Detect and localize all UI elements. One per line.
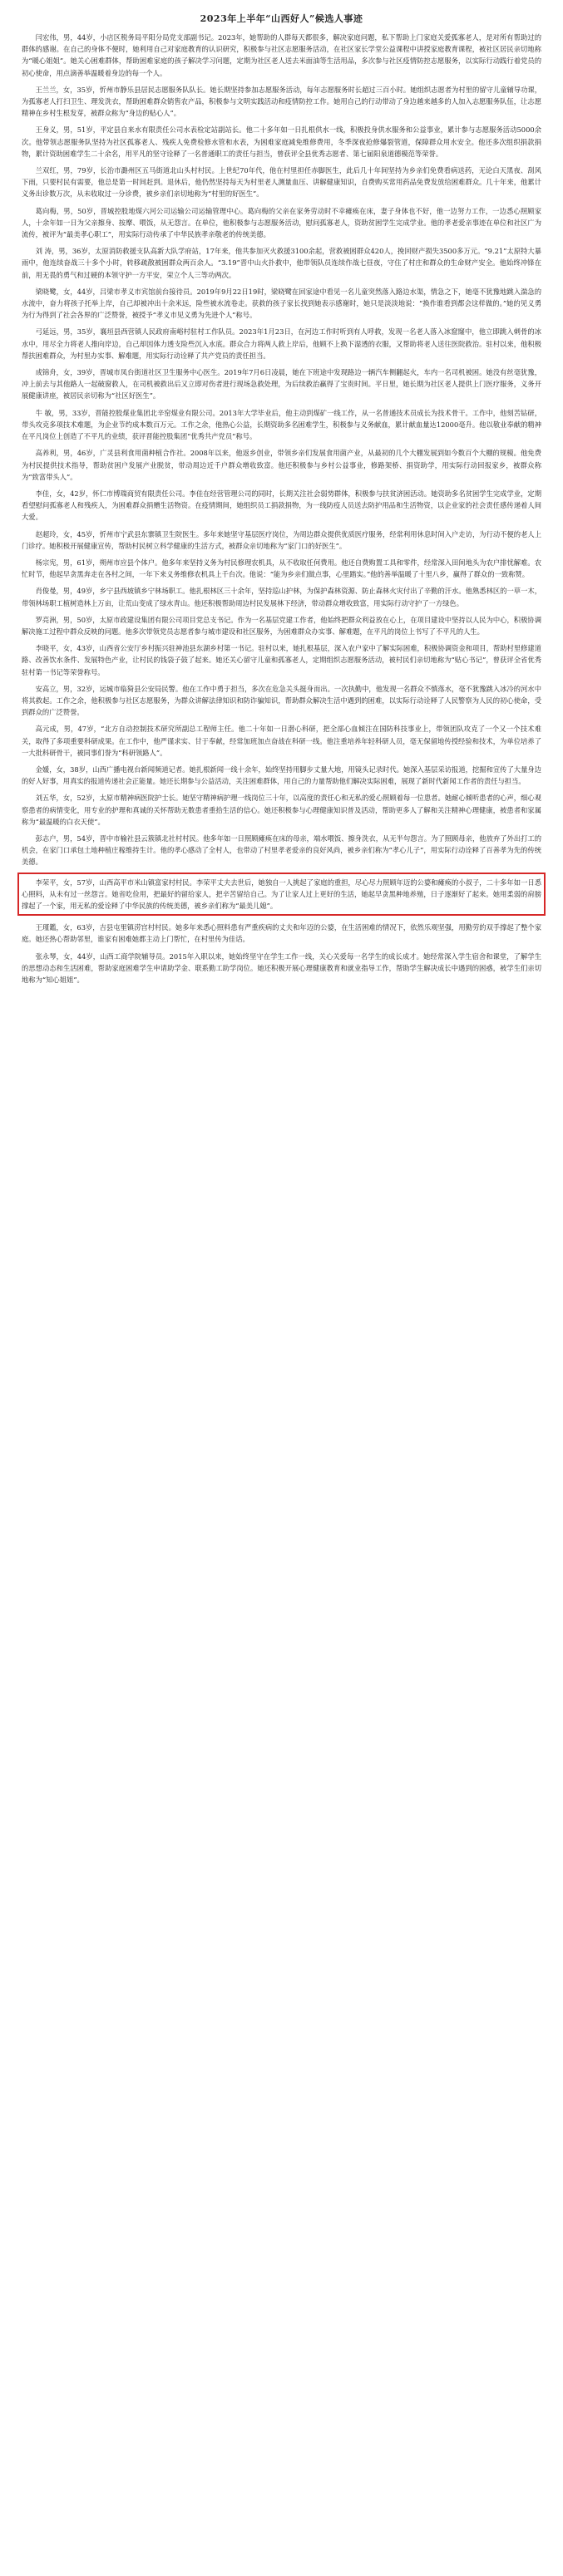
entry-paragraph: 刘 涛，男，36岁，太原消防救援支队高新大队学府站，17年来，他共参加灭火救援3100余起，营救被困群众420人，挽回财产损失3500多万元。“9.21”太原特大暴雨中，他连续奋战三十多个小时，转移疏散被困群众两百余人。“3.19”晋中山火扑救中，他带领队员连续作战七昼夜，守住了村庄和群众的生命财产安全。他始终冲锋在前，用无畏的勇气和过硬的本领守护一方平安，荣立个人三等功两次。 (22, 247, 541, 279)
entry-paragraph: 高元成，男，47岁，“北方自动控制技术研究所副总工程师主任。他二十年如一日潜心科研，把全部心血倾注在国防科技事业上，带领团队攻克了一个又一个技术难关，取得了多项重要科研成果。在工作中，他严谨求实、甘于奉献，经常加班加点奋战在科研一线。他注重培养年轻科研人员，毫无保留地传授经验和技术，为单位培养了一大批科研骨干，被同事们誉为“科研领路人”。 (22, 725, 541, 757)
entry-paragraph: 高养利，男，46岁，广灵县利食用菌种植合作社。2008年以来，他返乡创业，带领乡亲们发展食用菌产业，从最初的几个大棚发展到如今数百个大棚的规模。他免费为村民提供技术指导，帮助贫困户发展产业脱贫，带动周边近千户群众增收致富。他还积极参与乡村公益事业，修路架桥、捐资助学，用实际行动回报家乡，被群众称为“致富带头人”。 (22, 449, 541, 481)
entry-paragraph: 杨宗宪，男，61岁，朔州市应县个体户。他多年来坚持义务为村民修理农机具，从不收取任何费用。他还自费购置工具和零件，经常深入田间地头为农户排忧解难。农忙时节，他起早贪黑奔走在各村之间，一年下来义务维修农机具上千台次。他说：“能为乡亲们做点事，心里踏实。”他的善举温暖了十里八乡，赢得了群众的一致称赞。 (22, 558, 541, 579)
entry-paragraph: 成锦舟，女，39岁，晋城市凤台街道社区卫生服务中心医生。2019年7月6日凌晨，她在下班途中发现路边一辆汽车侧翻起火，车内一名司机被困。她没有丝毫犹豫，冲上前去与其他路人一起破窗救人，在司机被救出后又立即对伤者进行现场急救处理，为后续救治赢得了宝贵时间。平日里，她长期为社区老人提供上门医疗服务，义务开展健康讲座，被居民亲切称为“社区好医生”。 (22, 368, 541, 401)
entry-paragraph: 闫宏伟，男，44岁，小店区税务局平阳分局党支部副书记。2023年，她帮助的人群每天都很多，解决家庭问题，私下帮助上门家庭关爱孤寡老人，是对所有帮助过的群体的感谢。在自己的身体不便时，她利用自己对家庭教育的认识研究，积极参与社区志愿服务活动，在社区家长学堂公益课程中讲授家庭教育课程，被社区居民亲切地称为“暖心姐姐”。她关心困难群体，帮助困难家庭的孩子解决学习问题，定期为社区老人送去米面油等生活用品，多次参与社区疫情防控志愿服务，以实际行动践行着党员的初心使命，用点滴善举温暖着身边的每一个人。 (22, 33, 541, 77)
entry-paragraph: 刘五华，女，52岁，太原市精神病医院护士长。她坚守精神病护理一线岗位三十年，以高度的责任心和无私的爱心照顾着每一位患者。她耐心倾听患者的心声，细心观察患者的病情变化，用专业的护理和真诚的关怀帮助无数患者重拾生活的信心。她还积极参与心理健康知识普及活动，帮助更多人了解和关注精神心理健康，被患者和家属称为“最温暖的白衣天使”。 (22, 794, 541, 826)
entry-paragraph: 罗亮洲，男，50岁，太原市政建设集团有限公司项目党总支书记。作为一名基层党建工作者，他始终把群众利益放在心上，在项目建设中坚持以人民为中心，积极协调解决施工过程中群众反映的问题。他多次带领党员志愿者参与城市建设和社区服务，为困难群众办实事、解难题，在平凡的岗位上书写了不平凡的人生。 (22, 615, 541, 636)
entries-list (22, 32, 541, 986)
entry-paragraph: 彭志户，男，54岁，晋中市榆社县云簇镇北社村村民。他多年如一日照顾瘫痪在床的母亲，端水喂饭、擦身洗衣，从无半句怨言。为了照顾母亲，他放弃了外出打工的机会，在家门口承包土地种植庄稼维持生计。他的孝心感动了全村人，也带动了村里孝老爱亲的良好风尚，被乡亲们称为“孝心儿子”，用实际行动诠释了百善孝为先的传统美德。 (22, 833, 541, 867)
entry-paragraph: 李晓平，女，43岁，山西省公安厅乡村振兴驻神池县东湖乡村第一书记。驻村以来，她扎根基层，深入农户家中了解实际困难，积极协调资金和项目，帮助村里修建道路、改善饮水条件、发展特色产业，让村民的钱袋子鼓了起来。她还关心留守儿童和孤寡老人，定期组织志愿服务活动，被村民们亲切地称为“贴心书记”，曾获评全省优秀驻村第一书记等荣誉称号。 (22, 644, 541, 676)
entry-paragraph: 安高立，男，32岁，运城市临猗县公安局民警。他在工作中勇于担当，多次在危急关头挺身而出。一次执勤中，他发现一名群众不慎落水，毫不犹豫跳入冰冷的河水中将其救起。工作之余，他积极参与社区志愿服务，为群众讲解法律知识和防诈骗知识，帮助群众解决生活中遇到的困难，以实际行动诠释了人民警察为人民的初心使命，受到群众的广泛赞誉。 (22, 684, 541, 717)
entry-paragraph: 王瑾鑑，女，63岁，吉县屯里镇涝宫村村民。她多年来悉心照料患有严重疾病的丈夫和年迈的公婆，在生活困难的情况下，依然乐观坚强，用勤劳的双手撑起了整个家庭。她还热心帮助邻里，谁家有困难她都主动上门帮忙，在村里传为佳话。 (22, 923, 541, 944)
entry-paragraph: 李佳，女，42岁，怀仁市博瑞商贸有限责任公司。李佳在经营管理公司的同时，长期关注社会弱势群体，积极参与扶贫济困活动。她资助多名贫困学生完成学业，定期看望慰问孤寡老人和残疾人，为困难群众捐赠生活物资。在疫情期间，她组织员工捐款捐物，为一线防疫人员送去防护用品和生活物资，以企业家的社会责任感传递着人间大爱。 (22, 489, 541, 522)
entry-paragraph: 肖俊曼，男，49岁，乡宁县西坡镇乡宁林场职工。他扎根林区三十余年，坚持巡山护林，为保护森林资源、防止森林火灾付出了辛勤的汗水。他熟悉林区的一草一木，带领林场职工植树造林上万亩，让荒山变成了绿水青山。他还积极帮助周边村民发展林下经济，带动群众增收致富，用实际行动守护了一方绿色。 (22, 587, 541, 607)
entry-paragraph: 兰双红，男，79岁，长治市潞州区五马街道北山头村村民。上世纪70年代，他在村里担任赤脚医生，此后几十年间坚持为乡亲们免费看病送药，无论白天黑夜、刮风下雨，只要村民有需要，他总是第一时间赶到。退休后，他仍然坚持每天为村里老人测量血压、讲解健康知识，自费购买常用药品免费发放给困难群众。几十年来，他累计义务出诊数万次，从未收取过一分诊费，被乡亲们亲切地称为“村里的好医生”。 (22, 166, 541, 199)
entry-paragraph: 葛向梅，男，50岁，晋城控股地煤六河公司运输公司运输管理中心。葛向梅的父亲在家务劳动时不幸瘫痪在床，妻子身体也不好，他一边努力工作，一边悉心照顾家人，十余年如一日为父亲擦身、按摩、喂饭，从无怨言。在单位，他积极参与志愿服务活动，慰问孤寡老人，资助贫困学生完成学业。他的孝老爱亲事迹在单位和社区广为流传，被评为“最美孝心职工”，用实际行动传承了中华民族孝亲敬老的传统美德。 (22, 206, 541, 239)
document-title: 2023年上半年“山西好人”候选人事迹 (200, 13, 363, 24)
entry-paragraph: 王兰兰，女，35岁，忻州市静乐县居民志愿服务队队长。她长期坚持参加志愿服务活动，每年志愿服务时长超过三百小时。她组织志愿者为村里的留守儿童辅导功课，为孤寡老人打扫卫生、理发洗衣，帮助困难群众销售农产品，积极参与文明实践活动和疫情防控工作。她用自己的行动带动了身边越来越多的人加入志愿服务队伍，让志愿精神在乡村生根发芽，被群众称为“身边的贴心人”。 (22, 85, 541, 118)
highlighted-entry-paragraph: 李荣平，女，57岁，山西高平市米山镇富家村村民。李荣平丈夫去世后，她独自一人挑起了家庭的重担，尽心尽力照顾年迈的公婆和瘫痪的小叔子，二十多年如一日悉心照料，从未有过一丝怨言。她省吃俭用，把最好的留给家人，把辛苦留给自己。为了让家人过上更好的生活，她起早贪黑种地养殖，日子逐渐好了起来。她用柔弱的肩膀撑起了一个家，用无私的爱诠释了中华民族的传统美德，被乡亲们称为“最美儿媳”。 (22, 877, 541, 912)
entry-paragraph: 张永琴，女，44岁，山西工商学院辅导员。2015年入职以来，她始终坚守在学生工作一线，关心关爱每一名学生的成长成才。她经常深入学生宿舍和课堂，了解学生的思想动态和生活困难，帮助家庭困难学生申请助学金、联系勤工助学岗位。她还积极开展心理健康教育和就业指导工作，帮助学生解决成长中遇到的困惑，被学生们亲切地称为“知心姐姐”。 (22, 951, 541, 985)
entry-paragraph: 弓延远，男，35岁，襄垣县西营镇人民政府南峪村驻村工作队员。2023年1月23日，在河边工作时听到有人呼救，发现一名老人落入冰窟窿中，他立即跳入刺骨的冰水中，用尽全力将老人推向岸边，自己却因体力透支险些沉入水底。群众合力将两人救上岸后，他顾不上换下湿透的衣服，又帮助将老人送往医院救治。驻村以来，他积极帮扶困难群众，为村里办实事、解难题，用实际行动诠释了共产党员的责任担当。 (22, 327, 541, 360)
entry-paragraph: 赵超玲，女，45岁，忻州市宁武县东寨镇卫生院医生。多年来她坚守基层医疗岗位，为周边群众提供优质医疗服务，经常利用休息时间入户走访，为行动不便的老人上门诊疗。她积极开展健康宣传，帮助村民树立科学健康的生活方式，被群众亲切地称为“家门口的好医生”。 (22, 529, 541, 550)
entry-paragraph: 梁晓鹭，女，44岁，吕梁市孝义市宾馆前台接待员。2019年9月22日19时，梁晓鹭在回家途中看见一名儿童突然落入路边水渠，情急之下，她毫不犹豫地跳入湍急的水流中，奋力将孩子托举上岸，自己却被冲出十余米远，险些被水流卷走。获救的孩子家长找到她表示感谢时，她只是淡淡地说：“换作谁看到都会这样做的。”她的见义勇为行为得到了社会各界的广泛赞誉，被授予“孝义市见义勇为先进个人”称号。 (22, 287, 541, 320)
entry-paragraph: 王身义，男，51岁，平定县自来水有限责任公司水表检定站副站长。他二十多年如一日扎根供水一线，积极投身供水服务和公益事业，累计参与志愿服务活动5000余次。他带领志愿服务队坚持为社区孤寡老人、残疾人免费检修水管和水表，为困难家庭减免维修费用，冬季深夜抢修爆裂管道，保障群众用水安全。他还多次组织捐款捐物，累计资助困难学生二十余名，用平凡的坚守诠释了一名普通职工的责任与担当，曾获评全县优秀志愿者、第七届阳泉道德模范等荣誉。 (22, 125, 541, 158)
entry-paragraph: 金媛，女，38岁，山西广播电视台新闻频道记者。她扎根新闻一线十余年，始终坚持用脚步丈量大地，用镜头记录时代。她深入基层采访报道，挖掘和宣传了大量身边的好人好事，用真实的报道传递社会正能量。她还长期参与公益活动，关注困难群体，用自己的力量帮助他们解决实际困难，展现了新时代新闻工作者的责任与担当。 (22, 764, 541, 786)
entry-paragraph: 牛 敏，男，33岁，晋能控股煤业集团北辛窑煤业有限公司。2013年大学毕业后，他主动到煤矿一线工作，从一名普通技术员成长为技术骨干。工作中，他刻苦钻研，带头攻克多项技术难题，为企业节约成本数百万元。工作之余，他热心公益，长期资助多名困难学生，积极参与义务献血，累计献血量达12000毫升。他以敬业奉献的精神在平凡岗位上创造了不平凡的业绩，获评晋能控股集团“优秀共产党员”称号。 (22, 408, 541, 441)
